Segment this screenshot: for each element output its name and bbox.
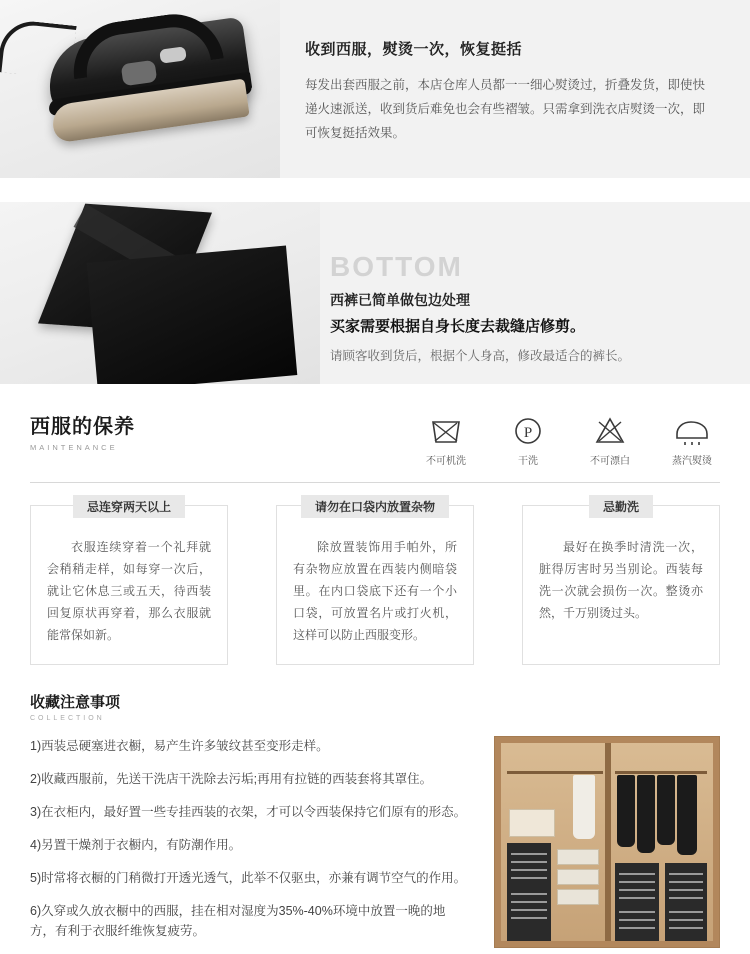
no-machine-wash-icon bbox=[418, 412, 474, 448]
svg-text:P: P bbox=[523, 425, 533, 441]
trousers-line-1: 西裤已简单做包边处理 bbox=[330, 292, 470, 308]
trousers-photo bbox=[0, 202, 320, 384]
maintenance-card-text: 最好在换季时清洗一次，脏得厉害时另当别论。西装每洗一次就会损伤一次。整烫亦然，千万别烫过头。 bbox=[539, 540, 703, 620]
closet-garment bbox=[677, 775, 697, 855]
steam-iron-icon bbox=[664, 412, 720, 448]
maintenance-card-tag: 忌勤洗 bbox=[589, 495, 653, 518]
section-maintenance bbox=[0, 384, 750, 665]
care-symbol-no-machine-wash bbox=[418, 412, 474, 467]
maintenance-header bbox=[30, 410, 720, 472]
closet-drawer-unit-right bbox=[615, 863, 659, 941]
iron-paragraph: 每发出套西服之前，本店仓库人员都一一细心熨烫过，折叠发货，即使快递火速派送，收到货后难免也会有些褶皱。只需拿到洗衣店熨烫一次，即可恢复挺括效果。 bbox=[305, 78, 706, 140]
trousers-line-3: 请顾客收到货后，根据个人身高，修改最适合的裤长。 bbox=[330, 349, 631, 363]
collection-note: 1)西装忌硬塞进衣橱，易产生许多皱纹甚至变形走样。 bbox=[30, 739, 329, 753]
closet-shoe-shelf bbox=[557, 889, 599, 905]
dry-clean-icon bbox=[500, 412, 556, 448]
closet-drawer-unit-right-2 bbox=[665, 863, 707, 941]
iron-photo bbox=[0, 0, 280, 178]
collection-note: 2)收藏西服前，先送干洗店干洗除去污垢;再用有拉链的西装套将其罩住。 bbox=[30, 772, 433, 786]
trousers-line-2: 买家需要根据自身长度去裁缝店修剪。 bbox=[330, 318, 586, 335]
maintenance-card-list bbox=[30, 500, 720, 665]
closet-garment bbox=[657, 775, 675, 845]
maintenance-card bbox=[522, 500, 720, 665]
maintenance-card-text: 衣服连续穿着一个礼拜就会稍稍走样，如每穿一次后，就让它休息三或五天，待西装回复原状再穿着，那么衣服就能常保如新。 bbox=[47, 540, 211, 642]
trousers-fold-lower bbox=[87, 246, 298, 384]
closet-shoe-shelf bbox=[557, 869, 599, 885]
closet-photo bbox=[494, 736, 720, 948]
maintenance-card bbox=[276, 500, 474, 665]
closet-center-divider bbox=[605, 743, 611, 941]
collection-note: 5)时常将衣橱的门稍微打开透光透气，此举不仅驱虫，亦兼有调节空气的作用。 bbox=[30, 871, 467, 885]
maintenance-card-tag: 忌连穿两天以上 bbox=[73, 495, 185, 518]
maintenance-subtitle: MAINTENANCE bbox=[30, 443, 118, 452]
collection-note: 3)在衣柜内，最好置一些专挂西装的衣架，才可以令西装保持它们原有的形态。 bbox=[30, 805, 467, 819]
iron-text-block bbox=[305, 38, 705, 145]
care-symbol-no-bleach bbox=[582, 412, 638, 467]
collection-note: 6)久穿或久放衣橱中的西服，挂在相对湿度为35%-40%环境中放置一晚的地方，有利于衣服纤维恢复疲劳。 bbox=[30, 904, 446, 938]
care-symbol-label: 蒸汽熨烫 bbox=[672, 456, 712, 467]
collection-note-list bbox=[30, 736, 469, 954]
collection-note: 4)另置干燥剂于衣橱内，有防潮作用。 bbox=[30, 838, 242, 852]
closet-garment bbox=[617, 775, 635, 847]
care-symbol-label: 不可漂白 bbox=[590, 456, 630, 467]
closet-storage-box bbox=[509, 809, 555, 837]
closet-garment bbox=[637, 775, 655, 853]
section-collection bbox=[30, 691, 720, 954]
care-symbol-steam-iron bbox=[664, 412, 720, 467]
no-bleach-icon bbox=[582, 412, 638, 448]
care-symbol-label: 不可机洗 bbox=[426, 456, 466, 467]
section-iron bbox=[0, 0, 750, 178]
collection-title: 收藏注意事项 bbox=[30, 694, 121, 711]
bottom-watermark: BOTTOM bbox=[330, 251, 463, 282]
maintenance-card-tag: 请勿在口袋内放置杂物 bbox=[301, 495, 449, 518]
maintenance-card-text: 除放置装饰用手帕外，所有杂物应放置在西装内侧暗袋里。在内口袋底下还有一个小口袋，可放置名片或打火机，这样可以防止西服变形。 bbox=[293, 540, 457, 642]
closet-shoe-shelf bbox=[557, 849, 599, 865]
trousers-text-block bbox=[330, 252, 730, 364]
section-trousers bbox=[0, 202, 750, 384]
care-symbol-label: 干洗 bbox=[518, 456, 538, 467]
maintenance-card bbox=[30, 500, 228, 665]
closet-rail-left bbox=[507, 771, 603, 774]
maintenance-title: 西服的保养 bbox=[30, 416, 135, 438]
closet-rail-right bbox=[615, 771, 707, 774]
closet-drawer-unit-left bbox=[507, 843, 551, 941]
collection-body bbox=[30, 736, 720, 954]
closet-garment bbox=[573, 775, 595, 839]
iron-headline: 收到西服，熨烫一次，恢复挺括 bbox=[305, 41, 523, 58]
care-symbol-list bbox=[418, 412, 720, 467]
collection-subtitle: COLLECTION bbox=[30, 715, 105, 722]
maintenance-divider bbox=[30, 482, 720, 483]
care-symbol-dry-clean bbox=[500, 412, 556, 467]
